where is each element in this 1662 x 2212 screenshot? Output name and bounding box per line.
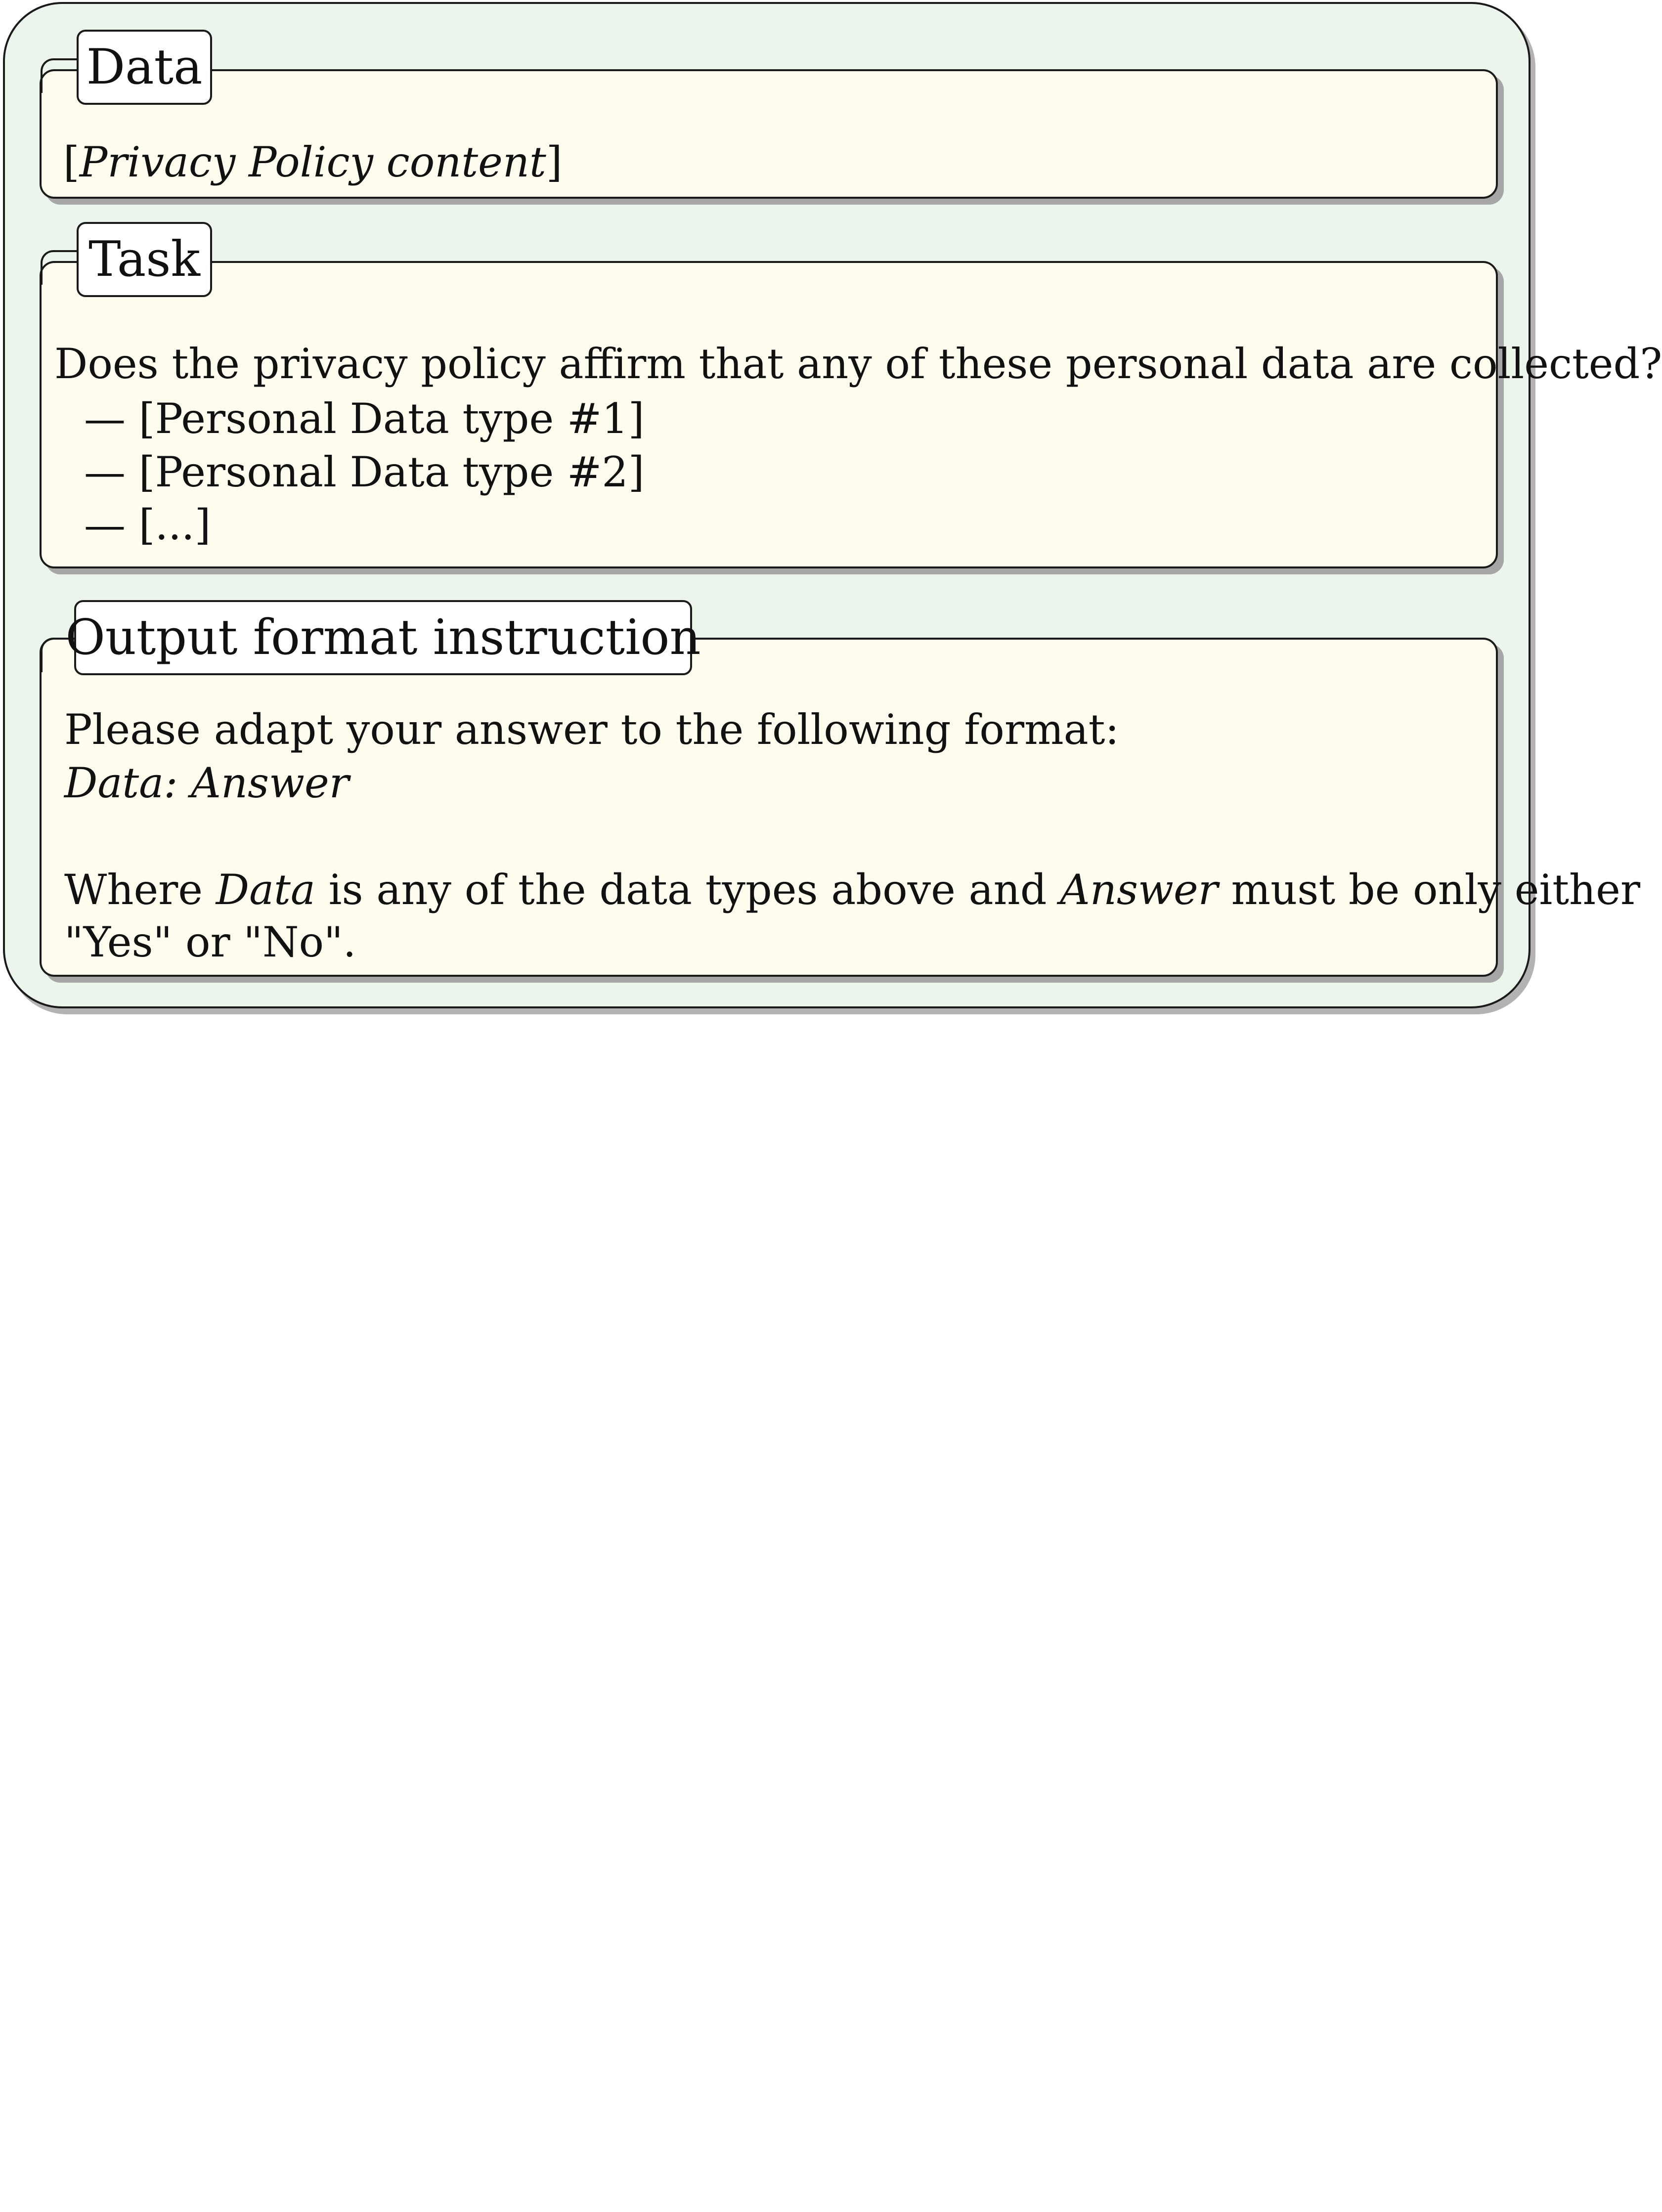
task-list-item: — [Personal Data type #1]: [84, 394, 645, 443]
task-section-title: Task: [77, 222, 212, 297]
task-list-item: — [Personal Data type #2]: [84, 448, 645, 496]
content-bracket-close: ]: [546, 138, 563, 186]
data-section-content: [63, 135, 563, 189]
where-data-term: Data: [216, 866, 315, 914]
where-text-3: must be only either: [1218, 866, 1641, 914]
format-data-label: Data: [64, 759, 164, 807]
where-text-2: is any of the data types above and: [315, 866, 1060, 914]
data-tab-connector: [41, 58, 80, 93]
format-answer-label: Answer: [191, 759, 349, 807]
data-section-title: Data: [77, 30, 212, 105]
output-format-example: [64, 756, 349, 810]
output-instruction-line: Please adapt your answer to the following format:: [64, 705, 1119, 754]
task-question: Does the privacy policy affirm that any of these personal data are collected?: [54, 340, 1662, 388]
where-answer-term: Answer: [1060, 866, 1218, 914]
task-tab-connector: [41, 250, 80, 285]
format-separator: :: [164, 759, 191, 807]
output-section-title: Output format instruction: [74, 600, 692, 675]
task-list-item: — [...]: [84, 501, 211, 549]
privacy-policy-placeholder: Privacy Policy content: [79, 138, 546, 186]
output-where-line: [64, 863, 1640, 916]
content-bracket-open: [: [63, 138, 80, 186]
output-yes-no-line: "Yes" or "No".: [64, 918, 356, 966]
where-text-1: Where: [64, 866, 216, 914]
